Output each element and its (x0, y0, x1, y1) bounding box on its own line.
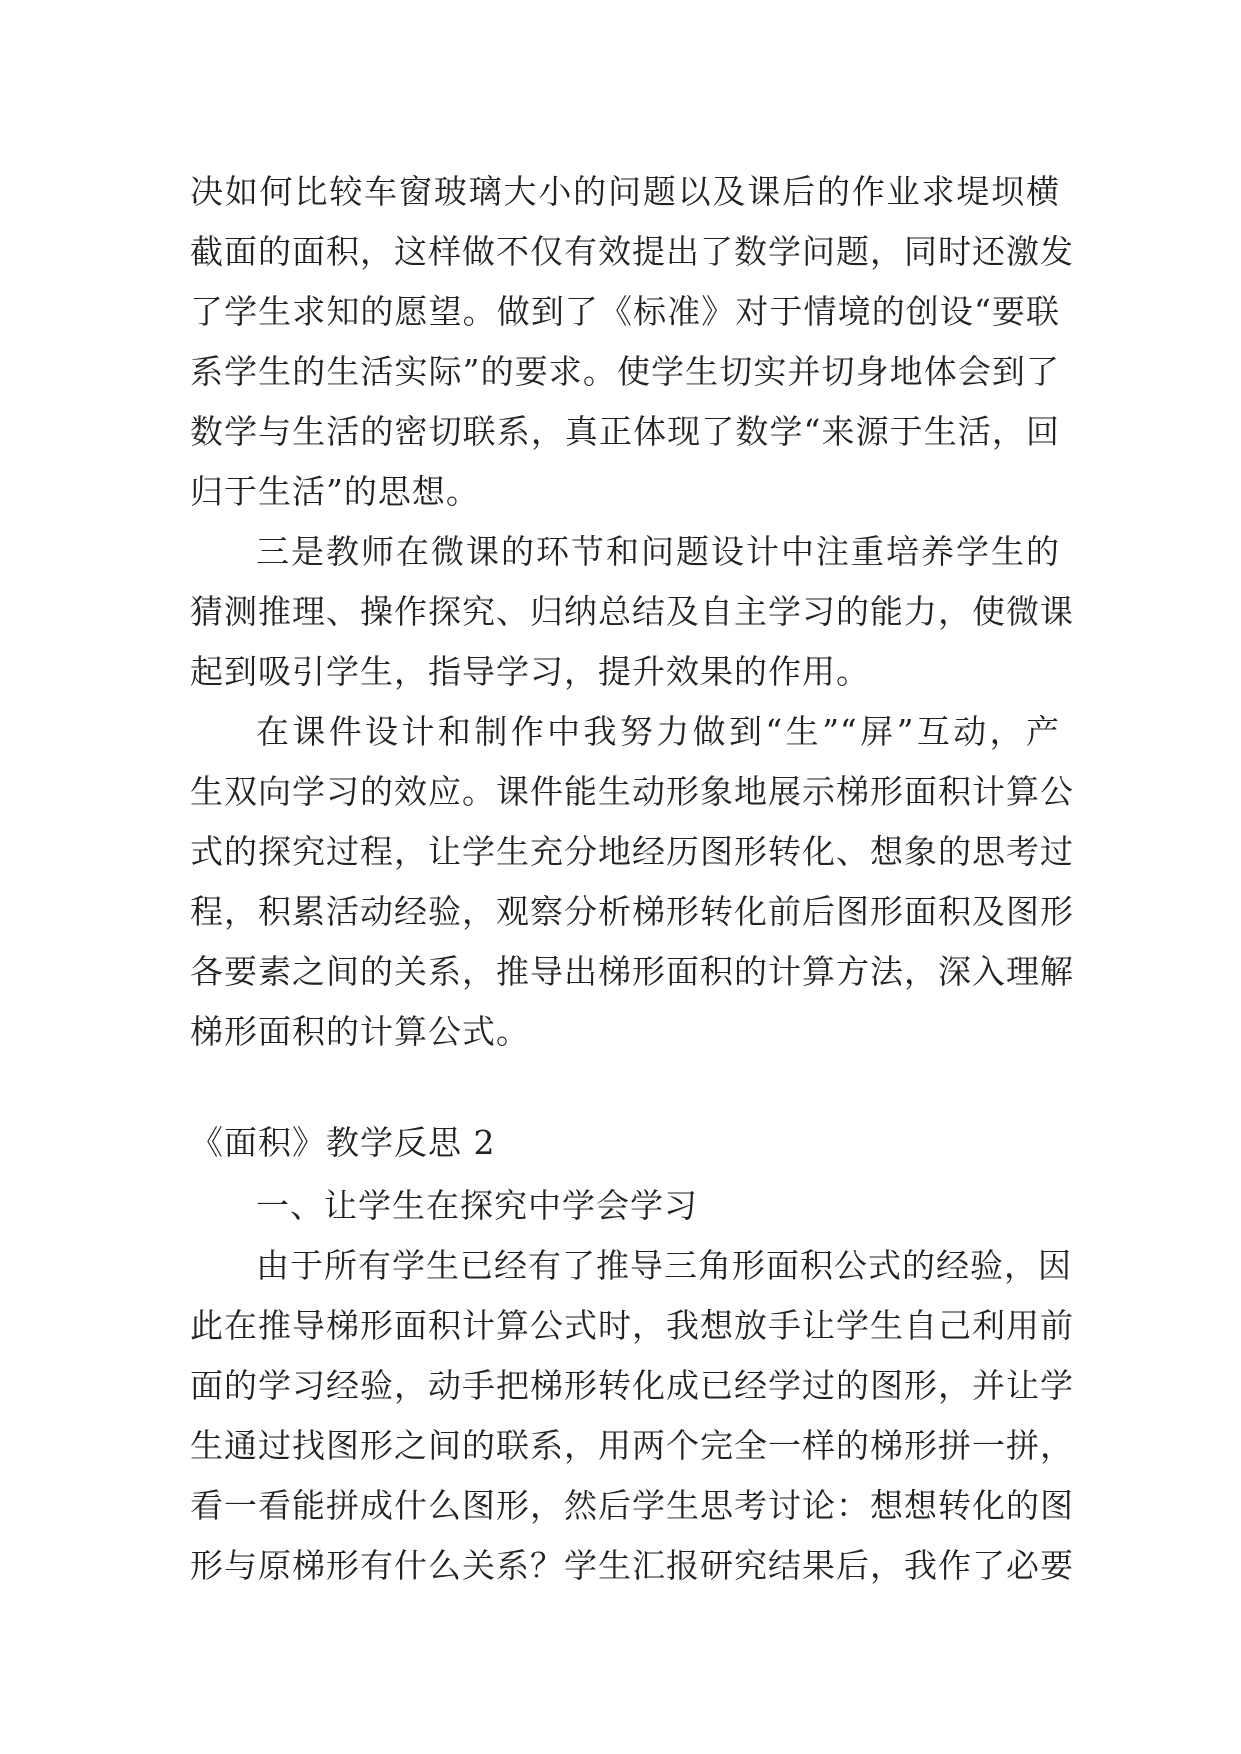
text-line: 梯形面积的计算公式。 (190, 1012, 530, 1051)
text-line: 在课件设计和制作中我努力做到“生”“屏”互动，产 (256, 712, 1060, 751)
text-line: 看一看能拼成什么图形，然后学生思考讨论：想想转化的图 (190, 1486, 1074, 1525)
section-spacer (190, 1062, 1060, 1110)
text-line: 猜测推理、操作探究、归纳总结及自主学习的能力，使微课 (190, 592, 1074, 631)
text-line: 式的探究过程，让学生充分地经历图形转化、想象的思考过 (190, 832, 1074, 871)
section-title: 《面积》教学反思 2 (190, 1123, 496, 1162)
text-line: 生双向学习的效应。课件能生动形象地展示梯形面积计算公 (190, 772, 1074, 811)
text-line: 数学与生活的密切联系，真正体现了数学“来源于生活，回 (190, 412, 1060, 451)
text-line: 各要素之间的关系，推导出梯形面积的计算方法，深入理解 (190, 952, 1074, 991)
paragraph-3 (190, 702, 1074, 1062)
paragraph-1 (190, 162, 1074, 522)
text-line: 形与原梯形有什么关系？学生汇报研究结果后，我作了必要 (190, 1546, 1074, 1585)
text-line: 起到吸引学生，指导学习，提升效果的作用。 (190, 652, 870, 691)
section-paragraph (190, 1236, 1074, 1596)
text-line: 系学生的生活实际”的要求。使学生切实并切身地体会到了 (190, 352, 1060, 391)
text-line: 生通过找图形之间的联系，用两个完全一样的梯形拼一拼， (190, 1426, 1074, 1465)
text-line: 由于所有学生已经有了推导三角形面积公式的经验，因 (256, 1246, 1072, 1285)
text-line: 了学生求知的愿望。做到了《标准》对于情境的创设“要联 (190, 292, 1060, 331)
text-line: 程，积累活动经验，观察分析梯形转化前后图形面积及图形 (190, 892, 1074, 931)
text-line: 截面的面积，这样做不仅有效提出了数学问题，同时还激发 (190, 232, 1074, 271)
text-line: 决如何比较车窗玻璃大小的问题以及课后的作业求堤坝横 (190, 172, 1060, 211)
document-body (190, 162, 1074, 1596)
text-line: 面的学习经验，动手把梯形转化成已经学过的图形，并让学 (190, 1366, 1074, 1405)
text-line: 三是教师在微课的环节和问题设计中注重培养学生的 (256, 532, 1060, 571)
section-subtitle: 一、让学生在探究中学会学习 (256, 1186, 698, 1225)
paragraph-2 (190, 522, 1074, 702)
text-line: 此在推导梯形面积计算公式时，我想放手让学生自己利用前 (190, 1306, 1074, 1345)
text-line: 归于生活”的思想。 (190, 472, 480, 511)
